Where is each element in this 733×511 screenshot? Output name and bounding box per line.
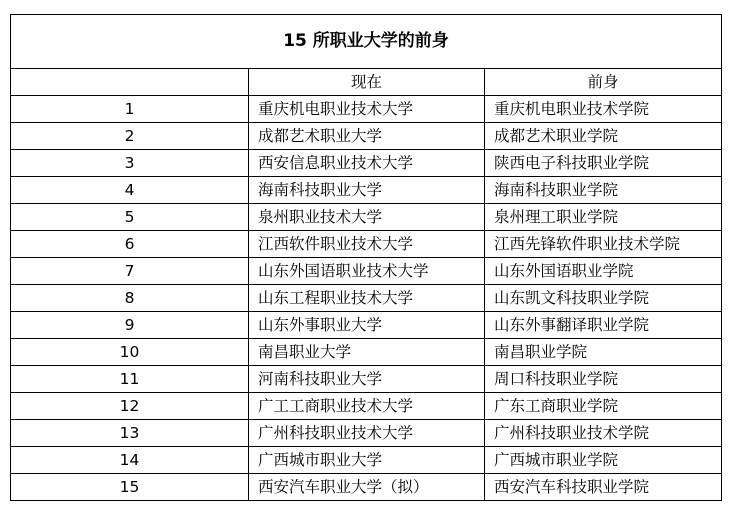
cell-now[interactable]: 泉州职业技术大学 xyxy=(249,204,485,231)
cell-index[interactable]: 13 xyxy=(11,420,249,447)
cell-former[interactable]: 山东外事翻译职业学院 xyxy=(485,312,722,339)
table-row xyxy=(11,339,722,366)
cell-former[interactable]: 重庆机电职业技术学院 xyxy=(485,96,722,123)
cell-now[interactable]: 广西城市职业大学 xyxy=(249,447,485,474)
cell-former[interactable]: 山东外国语职业学院 xyxy=(485,258,722,285)
table-row xyxy=(11,258,722,285)
cell-former[interactable]: 广西城市职业学院 xyxy=(485,447,722,474)
header-index[interactable] xyxy=(11,69,249,96)
cell-index[interactable]: 14 xyxy=(11,447,249,474)
cell-now[interactable]: 河南科技职业大学 xyxy=(249,366,485,393)
table-row xyxy=(11,285,722,312)
table-title[interactable]: 15 所职业大学的前身 xyxy=(11,15,722,69)
table-row xyxy=(11,231,722,258)
cell-former[interactable]: 广州科技职业技术学院 xyxy=(485,420,722,447)
cell-now[interactable]: 西安信息职业技术大学 xyxy=(249,150,485,177)
title-row xyxy=(11,15,722,69)
cell-index[interactable]: 15 xyxy=(11,474,249,501)
cell-index[interactable]: 4 xyxy=(11,177,249,204)
table-row xyxy=(11,366,722,393)
header-former[interactable]: 前身 xyxy=(485,69,722,96)
header-now[interactable]: 现在 xyxy=(249,69,485,96)
table-row xyxy=(11,96,722,123)
cell-index[interactable]: 10 xyxy=(11,339,249,366)
cell-index[interactable]: 6 xyxy=(11,231,249,258)
table-row xyxy=(11,312,722,339)
cell-now[interactable]: 山东外国语职业技术大学 xyxy=(249,258,485,285)
cell-former[interactable]: 广东工商职业学院 xyxy=(485,393,722,420)
table-row xyxy=(11,393,722,420)
spreadsheet xyxy=(10,14,721,501)
cell-index[interactable]: 8 xyxy=(11,285,249,312)
cell-now[interactable]: 海南科技职业大学 xyxy=(249,177,485,204)
table-row xyxy=(11,420,722,447)
cell-now[interactable]: 江西软件职业技术大学 xyxy=(249,231,485,258)
cell-now[interactable]: 西安汽车职业大学（拟） xyxy=(249,474,485,501)
cell-index[interactable]: 1 xyxy=(11,96,249,123)
cell-index[interactable]: 2 xyxy=(11,123,249,150)
table-row xyxy=(11,474,722,501)
cell-now[interactable]: 广工工商职业技术大学 xyxy=(249,393,485,420)
cell-former[interactable]: 山东凯文科技职业学院 xyxy=(485,285,722,312)
cell-now[interactable]: 山东外事职业大学 xyxy=(249,312,485,339)
table-row xyxy=(11,150,722,177)
university-table xyxy=(10,14,722,501)
table-row xyxy=(11,123,722,150)
cell-index[interactable]: 3 xyxy=(11,150,249,177)
cell-former[interactable]: 南昌职业学院 xyxy=(485,339,722,366)
table-row xyxy=(11,204,722,231)
cell-index[interactable]: 12 xyxy=(11,393,249,420)
cell-now[interactable]: 广州科技职业技术大学 xyxy=(249,420,485,447)
cell-index[interactable]: 11 xyxy=(11,366,249,393)
cell-former[interactable]: 泉州理工职业学院 xyxy=(485,204,722,231)
cell-index[interactable]: 7 xyxy=(11,258,249,285)
cell-index[interactable]: 9 xyxy=(11,312,249,339)
cell-now[interactable]: 成都艺术职业大学 xyxy=(249,123,485,150)
cell-former[interactable]: 海南科技职业学院 xyxy=(485,177,722,204)
cell-now[interactable]: 山东工程职业技术大学 xyxy=(249,285,485,312)
cell-now[interactable]: 南昌职业大学 xyxy=(249,339,485,366)
cell-former[interactable]: 成都艺术职业学院 xyxy=(485,123,722,150)
table-row xyxy=(11,177,722,204)
cell-former[interactable]: 周口科技职业学院 xyxy=(485,366,722,393)
cell-former[interactable]: 陕西电子科技职业学院 xyxy=(485,150,722,177)
cell-former[interactable]: 西安汽车科技职业学院 xyxy=(485,474,722,501)
cell-index[interactable]: 5 xyxy=(11,204,249,231)
table-row xyxy=(11,447,722,474)
cell-former[interactable]: 江西先锋软件职业技术学院 xyxy=(485,231,722,258)
cell-now[interactable]: 重庆机电职业技术大学 xyxy=(249,96,485,123)
header-row xyxy=(11,69,722,96)
